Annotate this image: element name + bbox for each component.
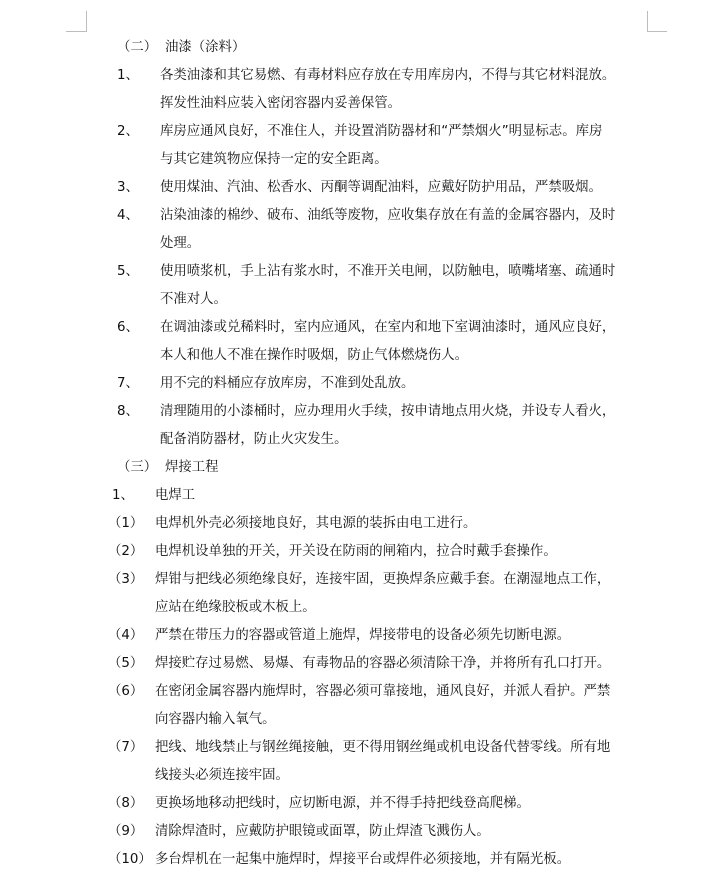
item-text: 本人和他人不准在操作时吸烟，防止气体燃烧伤人。: [160, 348, 468, 363]
list-item-continuation: [0, 146, 716, 174]
item-number: （5）: [108, 656, 144, 671]
list-item: [0, 846, 716, 874]
list-item: [0, 62, 716, 90]
item-number: 7、: [117, 376, 139, 391]
item-text: 用不完的料桶应存放库房，不准到处乱放。: [160, 376, 415, 391]
subsection-number: 1、: [112, 488, 134, 503]
list-item: [0, 818, 716, 846]
list-item: [0, 538, 716, 566]
item-number: （10）: [108, 852, 152, 867]
item-text: 严禁在带压力的容器或管道上施焊，焊接带电的设备必须先切断电源。: [155, 628, 571, 643]
subsection-title: 电焊工: [155, 488, 196, 503]
section-heading: [0, 34, 716, 62]
item-text: 在密闭金属容器内施焊时，容器必须可靠接地，通风良好，并派人看护。严禁: [155, 684, 611, 699]
item-number: （1）: [108, 516, 144, 531]
crop-mark-right-vertical: [647, 11, 648, 32]
item-text: 在调油漆或兑稀料时，室内应通风，在室内和地下室调油漆时，通风应良好，: [160, 320, 616, 335]
list-item-continuation: [0, 230, 716, 258]
list-item-continuation: [0, 342, 716, 370]
list-item: [0, 650, 716, 678]
section-number: （二）: [117, 40, 158, 55]
list-item: [0, 314, 716, 342]
item-text: 使用煤油、汽油、松香水、丙酮等调配油料，应戴好防护用品，严禁吸烟。: [160, 180, 602, 195]
document-body: [0, 34, 716, 874]
list-item: [0, 118, 716, 146]
item-number: 6、: [117, 320, 139, 335]
list-item: [0, 398, 716, 426]
item-text: 焊接贮存过易燃、易爆、有毒物品的容器必须清除干净，并将所有孔口打开。: [155, 656, 611, 671]
item-text: 多台焊机在一起集中施焊时，焊接平台或焊件必须接地，并有隔光板。: [155, 852, 571, 867]
item-number: （2）: [108, 544, 144, 559]
item-text: 配备消防器材，防止火灾发生。: [160, 432, 348, 447]
item-text: 与其它建筑物应保持一定的安全距离。: [160, 152, 388, 167]
crop-mark-right-horizontal: [647, 31, 667, 32]
list-item: [0, 258, 716, 286]
list-item-continuation: [0, 286, 716, 314]
item-text: 电焊机外壳必须接地良好，其电源的装拆由电工进行。: [155, 516, 477, 531]
list-item: [0, 790, 716, 818]
subsection-heading: [0, 482, 716, 510]
item-text: 库房应通风良好，不准住人，并设置消防器材和“严禁烟火”明显标志。库房: [160, 124, 603, 139]
item-number: 8、: [117, 404, 139, 419]
item-text: 焊钳与把线必须绝缘良好，连接牢固，更换焊条应戴手套。在潮湿地点工作，: [155, 572, 611, 587]
section-heading: [0, 454, 716, 482]
list-item-continuation: [0, 706, 716, 734]
list-item: [0, 566, 716, 594]
list-item-continuation: [0, 90, 716, 118]
item-text: 电焊机设单独的开关，开关设在防雨的闸箱内，拉合时戴手套操作。: [155, 544, 557, 559]
item-number: 5、: [117, 264, 139, 279]
item-number: （3）: [108, 572, 144, 587]
item-text: 处理。: [160, 236, 201, 251]
list-item: [0, 174, 716, 202]
item-number: 1、: [117, 68, 139, 83]
item-number: （9）: [108, 824, 144, 839]
item-number: 4、: [117, 208, 139, 223]
list-item: [0, 622, 716, 650]
list-item: [0, 202, 716, 230]
section-title: 油漆（涂料）: [165, 40, 246, 55]
section-title: 焊接工程: [165, 460, 219, 475]
section-number: （三）: [117, 460, 158, 475]
list-item: [0, 370, 716, 398]
list-item: [0, 510, 716, 538]
item-text: 更换场地移动把线时，应切断电源，并不得手持把线登高爬梯。: [155, 796, 530, 811]
item-number: （6）: [108, 684, 144, 699]
item-text: 向容器内输入氧气。: [155, 712, 276, 727]
item-text: 应站在绝缘胶板或木板上。: [155, 600, 316, 615]
item-text: 各类油漆和其它易燃、有毒材料应存放在专用库房内，不得与其它材料混放。: [160, 68, 616, 83]
item-text: 挥发性油料应装入密闭容器内妥善保管。: [160, 96, 402, 111]
list-item-continuation: [0, 594, 716, 622]
item-text: 线接头必须连接牢固。: [155, 768, 289, 783]
item-text: 清除焊渣时，应戴防护眼镜或面罩，防止焊渣飞溅伤人。: [155, 824, 490, 839]
item-text: 清理随用的小漆桶时，应办理用火手续，按申请地点用火烧，并设专人看火，: [160, 404, 616, 419]
crop-mark-left-vertical: [86, 11, 87, 32]
crop-mark-left-horizontal: [66, 31, 86, 32]
item-number: 3、: [117, 180, 139, 195]
item-text: 把线、地线禁止与钢丝绳接触，更不得用钢丝绳或机电设备代替零线。所有地: [155, 740, 611, 755]
item-number: （4）: [108, 628, 144, 643]
item-text: 沾染油漆的棉纱、破布、油纸等废物，应收集存放在有盖的金属容器内，及时: [160, 208, 616, 223]
list-item-continuation: [0, 762, 716, 790]
list-item-continuation: [0, 426, 716, 454]
item-number: 2、: [117, 124, 139, 139]
list-item: [0, 678, 716, 706]
item-number: （7）: [108, 740, 144, 755]
item-text: 使用喷浆机，手上沾有浆水时，不准开关电闸，以防触电，喷嘴堵塞、疏通时: [160, 264, 616, 279]
list-item: [0, 734, 716, 762]
item-text: 不准对人。: [160, 292, 227, 307]
item-number: （8）: [108, 796, 144, 811]
